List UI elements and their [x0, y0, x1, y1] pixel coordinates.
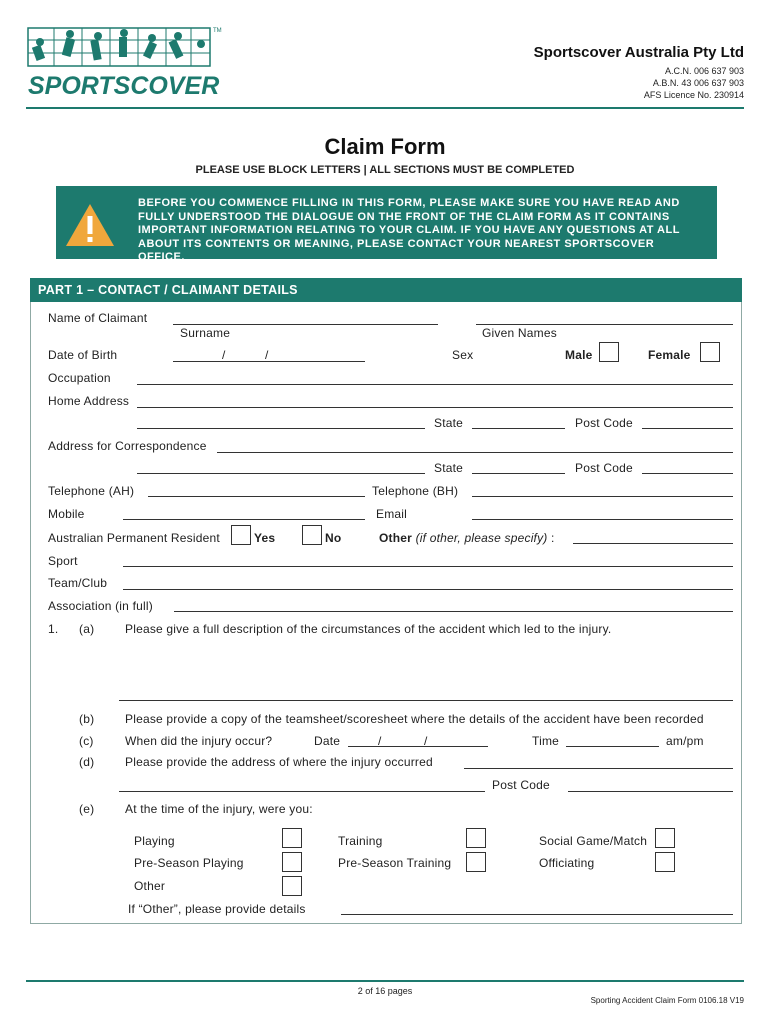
- q1a-field[interactable]: [119, 700, 733, 701]
- q1c-letter: (c): [79, 734, 94, 748]
- q1c-ampm: am/pm: [666, 734, 704, 748]
- q1c-time-label: Time: [532, 734, 560, 748]
- q1c-date-field[interactable]: [348, 746, 488, 747]
- other-option-label: Other: [134, 879, 166, 893]
- sport-label: Sport: [48, 554, 78, 568]
- tel-ah-field[interactable]: [148, 496, 365, 497]
- resident-no-label: No: [325, 531, 342, 545]
- correspondence-line2[interactable]: [137, 473, 425, 474]
- sex-label: Sex: [452, 348, 474, 362]
- occupation-field[interactable]: [137, 384, 733, 385]
- sportscover-logo: [26, 24, 222, 98]
- male-checkbox[interactable]: [599, 342, 619, 362]
- q1c-slash-2: /: [424, 734, 428, 748]
- training-checkbox[interactable]: [466, 828, 486, 848]
- correspondence-field[interactable]: [217, 452, 733, 453]
- home-address-field[interactable]: [137, 407, 733, 408]
- correspondence-label: Address for Correspondence: [48, 439, 207, 453]
- q1e-text: At the time of the injury, were you:: [125, 802, 313, 816]
- other-colon: :: [551, 531, 555, 545]
- training-label: Training: [338, 834, 383, 848]
- email-field[interactable]: [472, 519, 733, 520]
- name-label: Name of Claimant: [48, 311, 148, 325]
- resident-yes-label: Yes: [254, 531, 276, 545]
- male-label: Male: [565, 348, 593, 362]
- preseason-training-label: Pre-Season Training: [338, 856, 452, 870]
- dob-field[interactable]: [173, 361, 365, 362]
- abn-number: A.B.N. 43 006 637 903: [652, 78, 744, 88]
- resident-no-checkbox[interactable]: [302, 525, 322, 545]
- q1c-slash-1: /: [378, 734, 382, 748]
- footer-divider: [26, 980, 744, 982]
- preseason-playing-checkbox[interactable]: [282, 852, 302, 872]
- page-subtitle: PLEASE USE BLOCK LETTERS | ALL SECTIONS MUST BE COMPLETED: [195, 164, 575, 176]
- officiating-label: Officiating: [539, 856, 595, 870]
- mobile-label: Mobile: [48, 507, 85, 521]
- afs-licence: AFS Licence No. 230914: [643, 90, 744, 100]
- part1-frame: [30, 302, 742, 924]
- preseason-playing-label: Pre-Season Playing: [134, 856, 244, 870]
- home-address-label: Home Address: [48, 394, 130, 408]
- corr-postcode-field[interactable]: [642, 473, 733, 474]
- resident-other-label: [379, 531, 555, 545]
- trademark-text: TM: [213, 28, 222, 34]
- warning-text: BEFORE YOU COMMENCE FILLING IN THIS FORM, PLEASE MAKE SURE YOU HAVE READ AND FULLY UNDERSTOOD THE DIALOGUE ON THE FRONT OF THE CLAIM FORM AS IT CONTAINS IMPORTANT INFORMATION RELATING TO YOUR CLAIM. IF YOU HAVE ANY QUESTIONS AT ALL ABOUT ITS CONTENTS OR MEANING, PLEASE CONTACT YOUR NEAREST SPORTSCOVER OFFICE.: [138, 197, 680, 263]
- q1d-postcode-label: Post Code: [492, 778, 550, 792]
- acn-number: A.C.N. 006 637 903: [664, 66, 744, 76]
- form-code: Sporting Accident Claim Form 0106.18 V19: [590, 996, 744, 1005]
- q1e-letter: (e): [79, 802, 95, 816]
- officiating-checkbox[interactable]: [655, 852, 675, 872]
- logo-wordmark: SPORTSCOVER: [28, 72, 220, 98]
- if-other-field[interactable]: [341, 914, 733, 915]
- header-divider: [26, 107, 744, 109]
- social-label: Social Game/Match: [539, 834, 648, 848]
- dob-label: Date of Birth: [48, 348, 118, 362]
- home-postcode-label: Post Code: [575, 416, 633, 430]
- logo-graphic: [26, 24, 222, 98]
- other-option-checkbox[interactable]: [282, 876, 302, 896]
- q1d-field[interactable]: [464, 768, 733, 769]
- playing-checkbox[interactable]: [282, 828, 302, 848]
- if-other-label: If “Other”, please provide details: [128, 902, 306, 916]
- q1d-text: Please provide the address of where the injury occurred: [125, 755, 433, 769]
- q1a-text: Please give a full description of the circumstances of the accident which led to the injury.: [125, 622, 612, 636]
- resident-label: Australian Permanent Resident: [48, 531, 220, 545]
- tel-bh-label: Telephone (BH): [372, 484, 459, 498]
- sport-field[interactable]: [123, 566, 733, 567]
- resident-yes-checkbox[interactable]: [231, 525, 251, 545]
- company-name: Sportscover Australia Pty Ltd: [533, 44, 744, 61]
- q1-number: 1.: [48, 622, 59, 636]
- resident-other-field[interactable]: [573, 543, 733, 544]
- page-title: Claim Form: [324, 134, 446, 159]
- surname-field[interactable]: [173, 324, 438, 325]
- corr-postcode-label: Post Code: [575, 461, 633, 475]
- tel-ah-label: Telephone (AH): [48, 484, 135, 498]
- female-label: Female: [648, 348, 691, 362]
- female-checkbox[interactable]: [700, 342, 720, 362]
- warning-icon: [64, 202, 116, 248]
- team-label: Team/Club: [48, 576, 108, 590]
- q1b-text: Please provide a copy of the teamsheet/scoresheet where the details of the accident have been recorded: [125, 712, 704, 726]
- q1b-letter: (b): [79, 712, 95, 726]
- q1d-line2[interactable]: [119, 791, 485, 792]
- q1a-letter: (a): [79, 622, 95, 636]
- mobile-field[interactable]: [123, 519, 365, 520]
- home-state-field[interactable]: [472, 428, 565, 429]
- q1c-text: When did the injury occur?: [125, 734, 273, 748]
- email-label: Email: [376, 507, 408, 521]
- home-postcode-field[interactable]: [642, 428, 733, 429]
- corr-state-label: State: [434, 461, 464, 475]
- association-field[interactable]: [174, 611, 733, 612]
- q1c-time-field[interactable]: [566, 746, 659, 747]
- playing-label: Playing: [134, 834, 175, 848]
- occupation-label: Occupation: [48, 371, 111, 385]
- tel-bh-field[interactable]: [472, 496, 733, 497]
- other-bold: Other: [379, 531, 413, 545]
- given-names-field[interactable]: [476, 324, 733, 325]
- corr-state-field[interactable]: [472, 473, 565, 474]
- dob-slash-1: /: [222, 348, 226, 362]
- page-number: 2 of 16 pages: [357, 986, 413, 996]
- surname-label: Surname: [180, 326, 231, 340]
- home-state-label: State: [434, 416, 464, 430]
- social-checkbox[interactable]: [655, 828, 675, 848]
- q1d-letter: (d): [79, 755, 95, 769]
- given-names-label: Given Names: [482, 326, 557, 340]
- association-label: Association (in full): [48, 599, 153, 613]
- q1c-date-label: Date: [314, 734, 341, 748]
- q1d-postcode-field[interactable]: [568, 791, 733, 792]
- home-address-line2[interactable]: [137, 428, 425, 429]
- team-field[interactable]: [123, 589, 733, 590]
- preseason-training-checkbox[interactable]: [466, 852, 486, 872]
- other-hint: (if other, please specify): [415, 531, 548, 545]
- part1-heading: PART 1 – CONTACT / CLAIMANT DETAILS: [30, 278, 742, 302]
- dob-slash-2: /: [265, 348, 269, 362]
